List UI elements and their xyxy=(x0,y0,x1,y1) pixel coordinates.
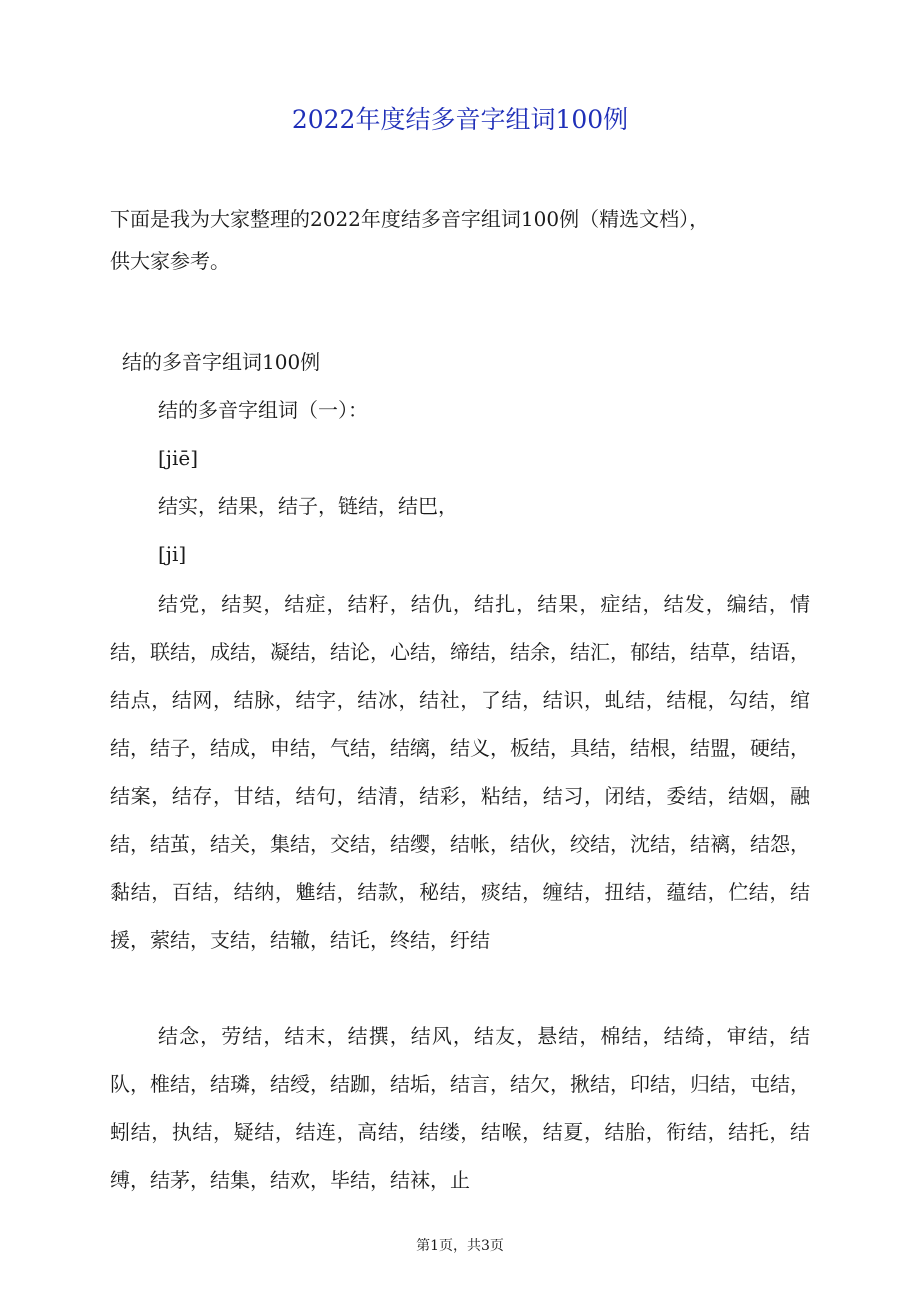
section-heading: 结的多音字组词（一）： xyxy=(158,398,368,422)
word-list-paragraph: 结念，劳结，结末，结撰，结风，结友，悬结，棉结，结绮，审结，结队，椎结，结璘，结绶，结跏，结垢，结言，结欠，揪结，印结，归结，屯结，蚓结，执结，疑结，结连，高结，结缕，结喉，结夏，结胎，衔结，结托，结缚，结茅，结集，结欢，毕结，结袜，止 xyxy=(110,1024,810,1192)
intro-paragraph xyxy=(110,198,810,282)
intro-line: 供大家参考。 xyxy=(110,249,230,273)
pinyin-label: [ji] xyxy=(158,542,187,566)
intro-line: 下面是我为大家整理的2022年度结多音字组词100例（精选文档）， xyxy=(110,207,710,231)
document-title: 2022年度结多音字组词100例 xyxy=(291,105,629,134)
word-list-paragraph: 结党，结契，结症，结籽，结仇，结扎，结果，症结，结发，编结，情结，联结，成结，凝结，结论，心结，缔结，结余，结汇，郁结，结草，结语，结点，结网，结脉，结字，结冰，结社，了结，结识，虬结，结棍，勾结，绾结，结子，结成，申结，气结，结缡，结义，板结，具结，结根，结盟，硬结，结案，结存，甘结，结句，结清，结彩，粘结，结习，闭结，委结，结姻，融结，结茧，结关，集结，交结，结缨，结帐，结伙，绞结，沈结，结褵，结怨，黏结，百结，结纳，魋结，结款，秘结，痰结，缠结，扭结，蕴结，伫结，结援，萦结，支结，结辙，结讬，终结，纡结 xyxy=(110,592,810,952)
page-number-footer: 第1页，共3页 xyxy=(416,1238,504,1254)
pinyin-label: [jiē] xyxy=(158,446,199,470)
subheading: 结的多音字组词100例 xyxy=(122,350,321,374)
word-list: 结实，结果，结子，链结，结巴， xyxy=(158,494,458,518)
